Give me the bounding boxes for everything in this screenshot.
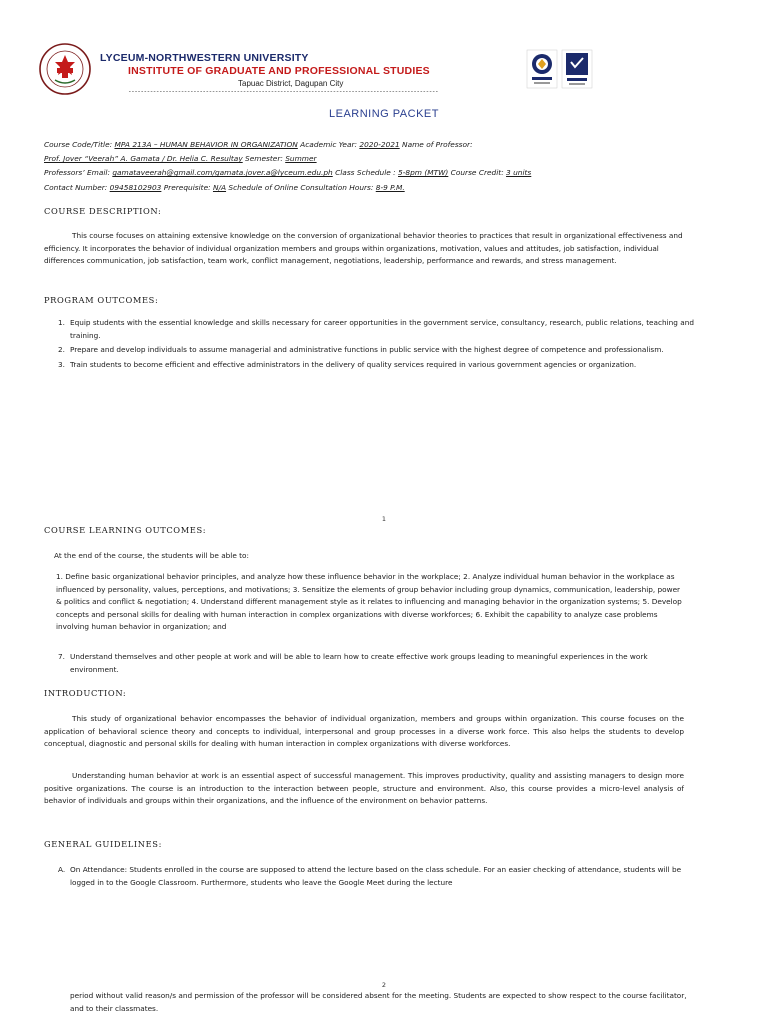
prerequisite-value: N/A [212, 182, 227, 192]
university-name: LYCEUM-NORTHWESTERN UNIVERSITY [100, 52, 309, 64]
accreditation-logo [527, 50, 557, 88]
page-number: 2 [381, 981, 387, 989]
consultation-label: Schedule of Online Consultation Hours: [226, 182, 376, 192]
course-description-heading: COURSE DESCRIPTION: [44, 206, 162, 216]
course-description-text: This course focuses on attaining extensive knowledge on the conversion of organizational behavior theories to practices that result in organizational effectiveness and efficiency. It incorporates the behavior of individual organization members and groups within organizations, motivation, values and attitudes, job satisfaction, individual differences communication, job satisfaction, team work, conflict management, negotiations, leadership, performance and rewards, and stress management. [44, 231, 683, 266]
course-code-label: Course Code/Title: [44, 140, 115, 149]
course-code-value: MPA 213A – HUMAN BEHAVIOR IN ORGANIZATION [114, 140, 298, 149]
page-number: 1 [381, 515, 387, 523]
header-divider: ---------------------------------------------------------------------------------------------------- [128, 88, 439, 95]
list-item: 7. Understand themselves and other people at work and will be able to learn how to create effective work groups leading to meaningful experiences in the work environment. [58, 652, 648, 674]
semester-label: Semester: [242, 154, 286, 164]
program-outcomes-list [44, 317, 694, 373]
credit-value: 3 units [506, 168, 532, 178]
semester-value: Summer [285, 154, 317, 164]
credit-label: Course Credit: [448, 168, 507, 178]
introduction-paragraph-2: Understanding human behavior at work is an essential aspect of successful management. This improves productivity, quality and assisting managers to design more positive organizations. The course is an introduction to the interaction between people, structure and environment. Also, this course provides a micro-level analysis of behavior of individuals and groups within their organizations, and the influence of the environment on behavior patterns. [44, 771, 684, 806]
learning-outcomes-item-7 [44, 651, 684, 678]
general-guidelines-heading: GENERAL GUIDELINES: [44, 839, 162, 849]
contact-value: 09458102903 [109, 182, 162, 192]
professor-label: Name of Professor: [399, 140, 473, 149]
learning-outcomes-intro: At the end of the course, the students will be able to: [54, 551, 249, 560]
address: Tapuac District, Dagupan City [238, 79, 344, 88]
contact-label: Contact Number: [44, 182, 110, 192]
iso-certification-logo [562, 50, 592, 88]
list-item: 2. Prepare and develop individuals to assume managerial and administrative functions in public service with the highest degree of competence and professionalism. [58, 345, 664, 355]
schedule-value: 5-8pm (MTW) [398, 168, 449, 178]
list-item: 1. Equip students with the essential knowledge and skills necessary for career opportunities in the government service, consultancy, research, public relations, teaching and training. [58, 318, 694, 340]
learning-outcomes-heading: COURSE LEARNING OUTCOMES: [44, 525, 207, 535]
university-seal-logo [38, 42, 92, 96]
consultation-value: 8-9 P.M. [375, 182, 405, 192]
introduction-paragraph-1: This study of organizational behavior encompasses the behavior of individual organization, members and groups within organization. This course focuses on the application of behavioral science theory and concepts to individual, interpersonal and group processes in a diverse work force. This also helps the students to develop conceptual, diagnostic and personal skills for dealing with human interaction in complex organizations with diverse workforces. [44, 714, 684, 749]
general-guidelines-continuation: period without valid reason/s and permission of the professor will be considered absent for the meeting. Students are expected to show respect to the course facilitator, and to their classmates. [70, 991, 687, 1013]
introduction-heading: INTRODUCTION: [44, 688, 127, 698]
course-info [44, 138, 734, 195]
list-item: A. On Attendance: Students enrolled in the course are supposed to attend the lecture based on the class schedule. For an easier checking of attendance, students will be logged in to the Google Classroom. Furthermore, students who leave the Google Meet during the lecture [58, 865, 682, 887]
email-value: gamataveerah@gmail.com/gamata.jover.a@lyceum.edu.ph [112, 168, 333, 178]
prerequisite-label: Prerequisite: [161, 182, 213, 192]
list-item: 3. Train students to become efficient and effective administrators in the delivery of quality services required in various government agencies or organization. [58, 359, 637, 369]
schedule-label: Class Schedule : [332, 168, 399, 178]
program-outcomes-heading: PROGRAM OUTCOMES: [44, 295, 159, 305]
academic-year-label: Academic Year: [297, 140, 360, 149]
general-guidelines-list [44, 864, 694, 891]
document-title: LEARNING PACKET [329, 108, 439, 120]
institute-name: INSTITUTE OF GRADUATE AND PROFESSIONAL STUDIES [128, 65, 430, 77]
email-label: Professors’ Email: [44, 168, 113, 178]
learning-outcomes-item-1-6: 1. Define basic organizational behavior principles, and analyze how these influence behavior in the workplace; 2. Analyze individual human behavior in the workplace as influenced by personality, values, perceptions, and motivations; 3. Sensitize the elements of group behavior including group dynamics, communication, leadership, power & politics and conflict & negotiation; 4. Understand different management style as it relates to influencing and managing behavior in the organization systems; 5. Develop concepts and personal skills for dealing with human interaction in complex organizations with diverse workforces; 6. Exhibit the capability to analyze case problems involving human behavior in organization; and [56, 572, 682, 632]
academic-year-value: 2020-2021 [359, 140, 400, 149]
professor-value: Prof. Jover “Veerah” A. Gamata / Dr. Helia C. Resultay [44, 154, 243, 164]
